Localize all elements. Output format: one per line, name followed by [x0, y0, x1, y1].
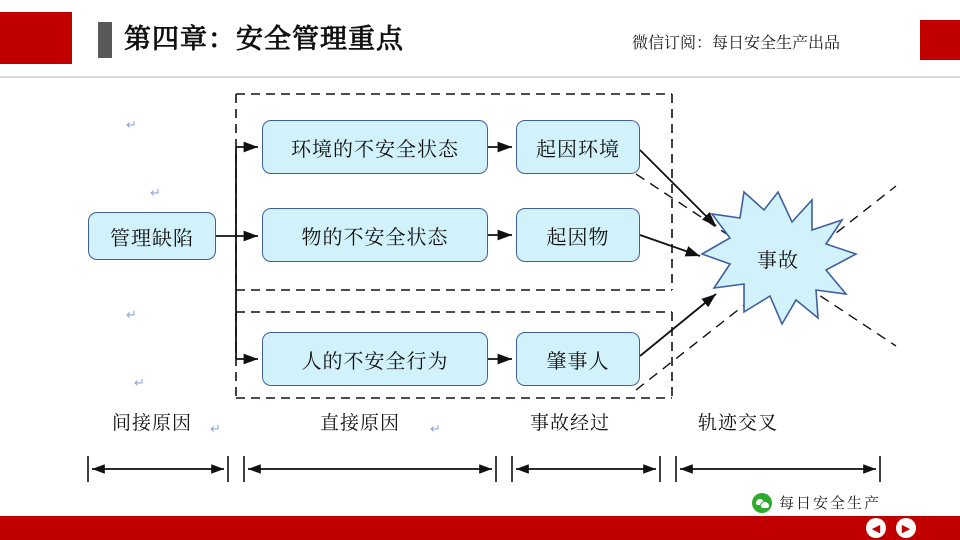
- next-slide-button[interactable]: ▶: [896, 518, 916, 538]
- page-title: 第四章：安全管理重点: [124, 24, 404, 55]
- node-causal-person[interactable]: 肇事人: [516, 332, 640, 386]
- stage-label-direct-cause: 直接原因: [320, 412, 401, 434]
- node-causal-environment[interactable]: 起因环境: [516, 120, 640, 174]
- stage-label-trajectory-crossing: 轨迹交叉: [698, 412, 779, 434]
- watermark: [752, 492, 881, 513]
- node-unsafe-behavior[interactable]: 人的不安全行为: [262, 332, 488, 386]
- node-accident-label: 事故: [757, 247, 799, 272]
- footer-accent-bar: [0, 516, 960, 540]
- header-title-marker: [98, 22, 112, 58]
- header-accent-left: [0, 12, 72, 64]
- stage-label-indirect-cause: 间接原因: [112, 412, 193, 434]
- watermark-label: 每日安全生产: [779, 494, 882, 512]
- header-subtitle: 微信订阅：每日安全生产出品: [632, 33, 841, 52]
- accident-causation-diagram: [0, 78, 960, 516]
- paragraph-mark: ↵: [134, 376, 145, 391]
- node-unsafe-object[interactable]: 物的不安全状态: [262, 208, 488, 262]
- paragraph-mark: ↵: [430, 422, 441, 437]
- paragraph-mark: ↵: [126, 118, 137, 133]
- slide-header: [0, 0, 960, 78]
- prev-slide-button[interactable]: ◀: [866, 518, 886, 538]
- node-unsafe-environment[interactable]: 环境的不安全状态: [262, 120, 488, 174]
- paragraph-mark: ↵: [150, 186, 161, 201]
- node-management-defect[interactable]: 管理缺陷: [88, 212, 216, 260]
- paragraph-mark: ↵: [210, 422, 221, 437]
- slide-navigation: [866, 518, 916, 538]
- paragraph-mark: ↵: [126, 308, 137, 323]
- node-accident-starburst[interactable]: [700, 192, 856, 324]
- stage-label-accident-process: 事故经过: [530, 412, 611, 434]
- wechat-icon: [752, 493, 772, 513]
- node-causal-object[interactable]: 起因物: [516, 208, 640, 262]
- header-accent-right: [920, 20, 960, 60]
